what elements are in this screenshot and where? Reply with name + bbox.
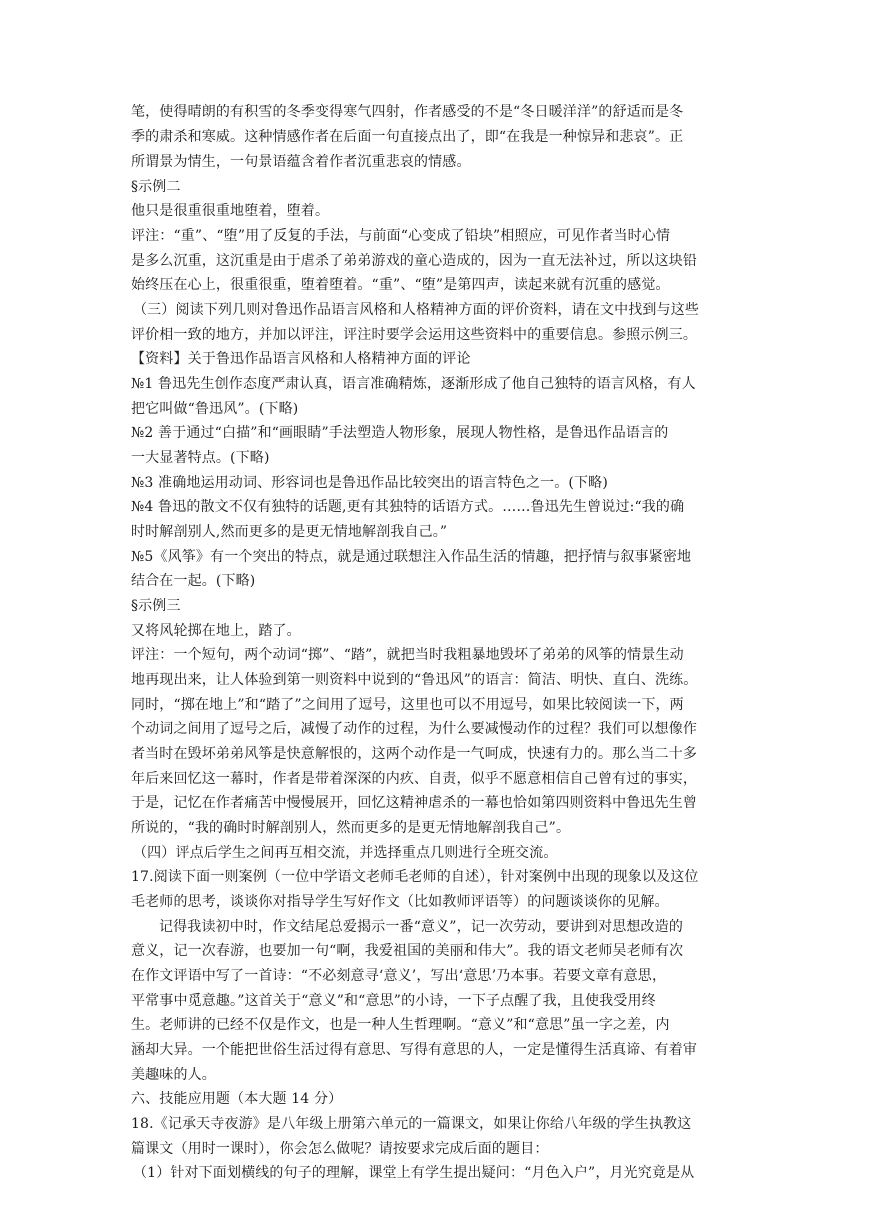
text-line: №4 鲁迅的散文不仅有独特的话题,更有其独特的话语方式。……鲁迅先生曾说过:“我的确 [131, 499, 685, 515]
text-line: （四）评点后学生之间再互相交流，并选择重点几则进行全班交流。 [133, 845, 558, 861]
text-line: 在作文评语中写了一首诗：“不必刻意寻‘意义’，写出‘意思’乃本事。若要文章有意思， [131, 968, 667, 984]
text-line: 个动词之间用了逗号之后，减慢了动作的过程，为什么要减慢动作的过程？我们可以想像作 [131, 721, 697, 737]
text-line: 所谓景为情生，一句景语蕴含着作者沉重悲哀的情感。 [131, 154, 471, 170]
section-heading: 六、技能应用题（本大题 14 分） [131, 1091, 343, 1107]
text-line: №2 善于通过“白描”和“画眼睛”手法塑造人物形象，展现人物性格，是鲁迅作品语言的 [131, 425, 669, 441]
text-line: 意义，记一次春游，也要加一句“啊，我爱祖国的美丽和伟大”。我的语文老师吴老师有次 [131, 943, 684, 959]
text-line: 者当时在毁坏弟弟风筝是快意解恨的，这两个动作是一气呵成，快速有力的。那么当二十多 [131, 746, 697, 762]
text-line: （三）阅读下列几则对鲁迅作品语言风格和人格精神方面的评价资料，请在文中找到与这些 [133, 302, 699, 318]
text-line: 一大显著特点。(下略) [131, 450, 270, 466]
text-line: №1 鲁迅先生创作态度严肃认真，语言准确精炼，逐渐形成了他自己独特的语言风格，有人 [131, 376, 696, 392]
text-line: 笔，使得晴朗的有积雪的冬季变得寒气四射，作者感受的不是“冬日暖洋洋”的舒适而是冬 [131, 104, 684, 120]
question-line: 篇课文（用时一课时），你会怎么做呢？请按要求完成后面的题目： [131, 1141, 549, 1157]
text-line: 年后来回忆这一幕时，作者是带着深深的内疚、自责，似乎不愿意相信自己曾有过的事实， [131, 771, 697, 787]
text-line: 结合在一起。(下略) [131, 573, 256, 589]
text-line: 地再现出来，让人体验到第一则资料中说到的“鲁迅风”的语言：简洁、明快、直白、洗练。 [131, 672, 698, 688]
section-heading: §示例三 [131, 598, 181, 614]
text-line: 评注：“重”、“堕”用了反复的手法，与前面“心变成了铅块”相照应，可见作者当时心情 [131, 228, 671, 244]
text-line: 于是，记忆在作者痛苦中慢慢展开，回忆这精神虐杀的一幕也恰如第四则资料中鲁迅先生曾 [131, 795, 697, 811]
text-line: 同时，“掷在地上”和“踏了”之间用了逗号，这里也可以不用逗号，如果比较阅读一下，两 [131, 697, 684, 713]
text-line: №5《风筝》有一个突出的特点，就是通过联想注入作品生活的情趣，把抒情与叙事紧密地 [131, 549, 692, 565]
text-line: 生。老师讲的已经不仅是作文，也是一种人生哲理啊。“意义”和“意思”虽一字之差，内 [131, 1017, 670, 1033]
question-line: （1）针对下面划横线的句子的理解，课堂上有学生提出疑问：“月色入户”，月光究竟是从 [133, 1165, 695, 1181]
text-line: 时时解剖别人,然而更多的是更无情地解剖我自己。” [131, 524, 448, 540]
text-line: 所说的，“我的确时时解剖别人，然而更多的是更无情地解剖我自己”。 [131, 820, 571, 836]
text-line: 把它叫做“鲁迅风”。(下略) [131, 401, 299, 417]
text-line: 美趣味的人。 [131, 1067, 216, 1083]
section-heading: 【资料】关于鲁迅作品语言风格和人格精神方面的评论 [131, 351, 471, 367]
question-line: 毛老师的思考，谈谈你对指导学生写好作文（比如教师评语等）的问题谈谈你的见解。 [131, 894, 669, 910]
section-heading: §示例二 [131, 179, 181, 195]
text-line: 评注：一个短句，两个动词“掷”、“踏”，就把当时我粗暴地毁坏了弟弟的风筝的情景生动 [131, 647, 684, 663]
text-line: 记得我读初中时，作文结尾总爱揭示一番“意义”，记一次劳动，要讲到对思想改造的 [159, 919, 684, 935]
text-line: №3 准确地运用动词、形容词也是鲁迅作品比较突出的语言特色之一。(下略) [131, 475, 608, 491]
text-line: 他只是很重很重地堕着，堕着。 [131, 203, 330, 219]
text-line: 是多么沉重，这沉重是由于虐杀了弟弟游戏的童心造成的，因为一直无法补过，所以这块铅 [131, 253, 697, 269]
question-line: 18.《记承天寺夜游》是八年级上册第六单元的一篇课文，如果让你给八年级的学生执教这 [131, 1116, 692, 1132]
question-line: 17.阅读下面一则案例（一位中学语文老师毛老师的自述），针对案例中出现的现象以及这位 [131, 869, 699, 885]
text-line: 又将风轮掷在地上，踏了。 [131, 623, 301, 639]
text-line: 涵却大异。一个能把世俗生活过得有意思、写得有意思的人，一定是懂得生活真谛、有着审 [131, 1042, 697, 1058]
text-line: 平常事中觅意趣。”这首关于“意义”和“意思”的小诗，一下子点醒了我，且使我受用终 [131, 993, 656, 1009]
text-line: 始终压在心上，很重很重，堕着堕着。“重”、“堕”是第四声，读起来就有沉重的感觉。 [131, 277, 670, 293]
text-line: 评价相一致的地方，并加以评注，评注时要学会运用这些资料中的重要信息。参照示例三。 [131, 327, 697, 343]
text-line: 季的肃杀和寒威。这种情感作者在后面一句直接点出了，即“在我是一种惊异和悲哀”。正 [131, 129, 684, 145]
